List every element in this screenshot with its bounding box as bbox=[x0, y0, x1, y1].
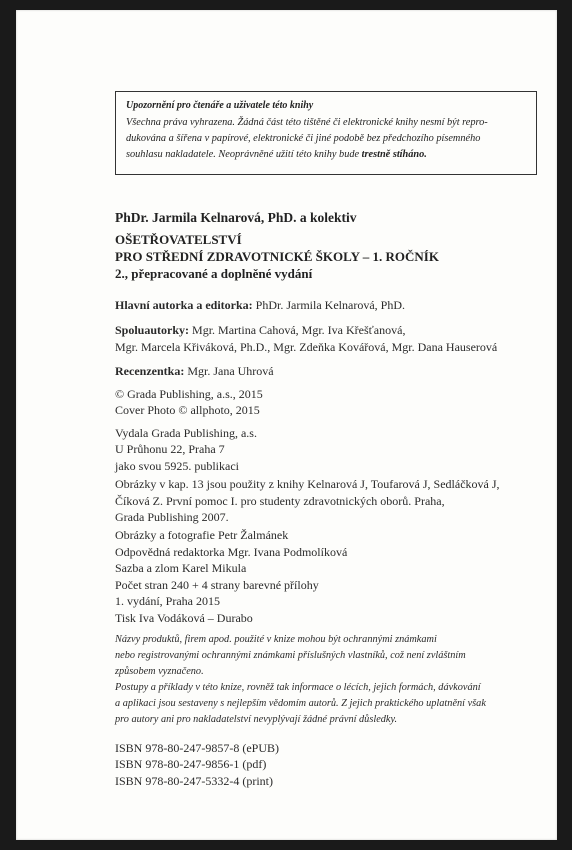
book-title-line: OŠETŘOVATELSTVÍ bbox=[115, 232, 242, 247]
publisher-line: Vydala Grada Publishing, a.s. bbox=[115, 426, 257, 440]
disclaimer-line: Postupy a příklady v této knize, rovněž tak informace o lécích, jejich formách, dávkování bbox=[115, 682, 481, 693]
main-author-label: Hlavní autorka a editorka: bbox=[115, 298, 253, 312]
coauthors-value: Mgr. Martina Cahová, Mgr. Iva Křešťanová, bbox=[189, 323, 406, 337]
notice-line: dukována a šířena v papírové, elektronické či jiné podobě bez předchozího písemného bbox=[126, 133, 481, 144]
publisher-line: Obrázky v kap. 13 jsou použity z knihy Kelnarová J, Toufarová J, Sedláčková J, bbox=[115, 477, 500, 491]
copyright-line: © Grada Publishing, a.s., 2015 bbox=[115, 387, 263, 401]
reviewer-line bbox=[115, 364, 274, 379]
book-authors: PhDr. Jarmila Kelnarová, PhD. a kolektiv bbox=[115, 210, 357, 225]
copyright-notice-box bbox=[115, 91, 537, 175]
book-title-line: PRO STŘEDNÍ ZDRAVOTNICKÉ ŠKOLY – 1. ROČNÍK bbox=[115, 249, 439, 264]
coauthors-label: Spoluautorky: bbox=[115, 323, 190, 337]
publisher-line: Odpovědná redaktorka Mgr. Ivana Podmolíková bbox=[115, 545, 348, 559]
publisher-line: U Průhonu 22, Praha 7 bbox=[115, 442, 225, 456]
coauthors-line-2: Mgr. Marcela Křiváková, Ph.D., Mgr. Zdeňka Kovářová, Mgr. Dana Hauserová bbox=[115, 340, 498, 354]
copyright-line: Cover Photo © allphoto, 2015 bbox=[115, 403, 260, 417]
publisher-line: Sazba a zlom Karel Mikula bbox=[115, 561, 247, 575]
coauthors-line bbox=[115, 323, 405, 338]
publisher-line: Obrázky a fotografie Petr Žalmánek bbox=[115, 528, 289, 542]
publisher-line: 1. vydání, Praha 2015 bbox=[115, 594, 220, 608]
main-author-line bbox=[115, 298, 405, 313]
reviewer-value: Mgr. Jana Uhrová bbox=[184, 364, 274, 378]
disclaimer-line: Názvy produktů, firem apod. použité v knize mohou být ochrannými známkami bbox=[115, 634, 437, 645]
publisher-line: Grada Publishing 2007. bbox=[115, 510, 229, 524]
disclaimer-line: a aplikaci jsou sestaveny s nejlepším vědomím autorů. Z jejich praktického uplatnění však bbox=[115, 698, 486, 709]
reviewer-label: Recenzentka: bbox=[115, 364, 185, 378]
disclaimer-line: způsobem vyznačeno. bbox=[115, 666, 204, 677]
isbn-line: ISBN 978-80-247-9857-8 (ePUB) bbox=[115, 741, 279, 755]
publisher-line: Tisk Iva Vodáková – Durabo bbox=[115, 611, 253, 625]
book-page bbox=[16, 10, 557, 840]
notice-line: Všechna práva vyhrazena. Žádná část této tištěné či elektronické knihy nesmí být repro- bbox=[126, 117, 488, 128]
publisher-line: Číková Z. První pomoc I. pro studenty zdravotnických oborů. Praha, bbox=[115, 494, 445, 508]
notice-line-last bbox=[126, 149, 531, 160]
disclaimer-line: nebo registrovanými ochrannými známkami příslušných vlastníků, což není zvláštním bbox=[115, 650, 466, 661]
publisher-line: Počet stran 240 + 4 strany barevné přílohy bbox=[115, 578, 319, 592]
notice-title: Upozornění pro čtenáře a uživatele této knihy bbox=[126, 100, 314, 111]
main-author-value: PhDr. Jarmila Kelnarová, PhD. bbox=[252, 298, 405, 312]
book-edition: 2., přepracované a doplněné vydání bbox=[115, 266, 313, 281]
notice-emphasis: trestně stíháno. bbox=[361, 149, 427, 160]
disclaimer-line: pro autory ani pro nakladatelství nevyplývají žádné právní důsledky. bbox=[115, 714, 398, 725]
notice-line: souhlasu nakladatele. Neoprávněné užití této knihy bude bbox=[126, 149, 362, 160]
isbn-line: ISBN 978-80-247-5332-4 (print) bbox=[115, 774, 273, 788]
publisher-line: jako svou 5925. publikaci bbox=[115, 459, 239, 473]
isbn-line: ISBN 978-80-247-9856-1 (pdf) bbox=[115, 757, 267, 771]
